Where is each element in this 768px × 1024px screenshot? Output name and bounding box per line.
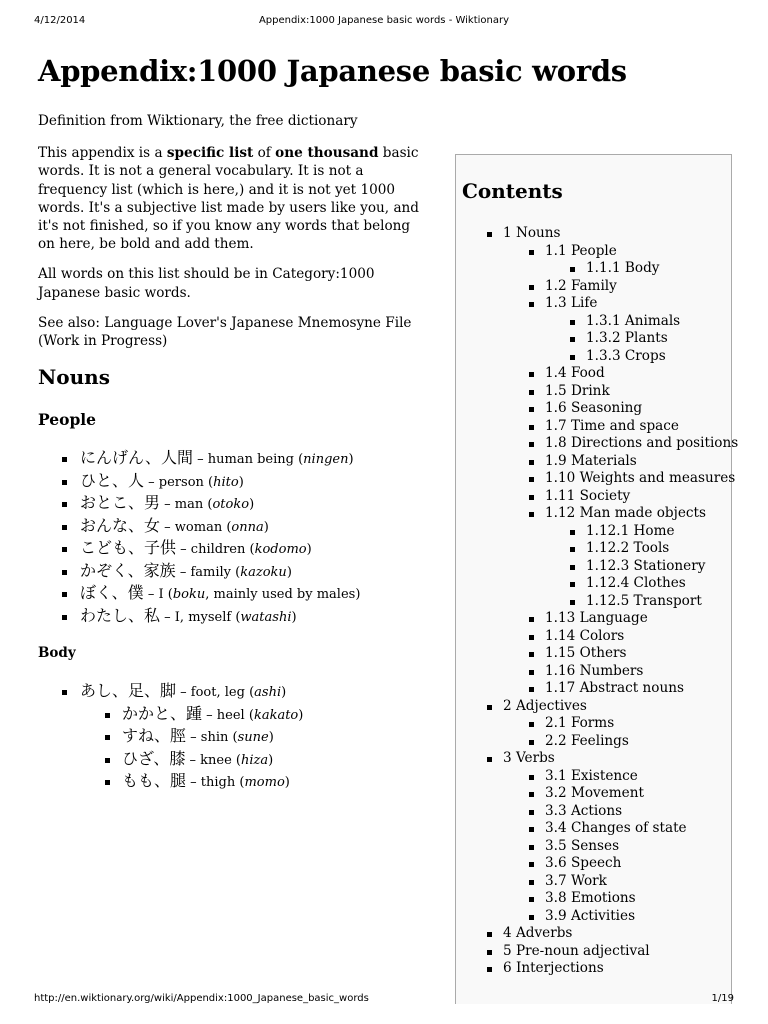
bullet-icon — [529, 775, 534, 780]
japanese-word-link[interactable]: わたし、私 — [80, 605, 161, 625]
toc-item[interactable] — [456, 505, 731, 523]
toc-link[interactable]: 1.17 Abstract nouns — [545, 680, 684, 696]
toc-link[interactable]: 3.4 Changes of state — [545, 820, 687, 836]
bullet-icon — [570, 600, 575, 605]
toc-link[interactable]: 1.12.2 Tools — [586, 540, 670, 556]
people-word-list — [38, 448, 430, 628]
romaji: hiza — [241, 752, 269, 768]
toc-item[interactable] — [456, 820, 731, 838]
toc-item[interactable] — [456, 750, 731, 768]
intro-text-3: basic words. It is not a general vocabulary. It is not a frequency list (which is here,) and it is not yet 1000 words. It's a subjective list made by users like you, and it's not finished, so if you know any words that belong on here, be bold and add them. — [38, 145, 420, 253]
japanese-word-link[interactable]: おんな、女 — [80, 515, 161, 535]
toc-link[interactable]: 5 Pre-noun adjectival — [503, 942, 650, 959]
toc-item[interactable] — [456, 575, 731, 593]
romaji: onna — [231, 519, 264, 535]
english-gloss: children — [190, 542, 246, 558]
toc-item[interactable] — [456, 593, 731, 611]
toc-item[interactable] — [456, 418, 731, 436]
bullet-icon — [529, 862, 534, 867]
toc-item[interactable] — [456, 715, 731, 733]
bullet-icon — [529, 687, 534, 692]
toc-link[interactable]: 1.4 Food — [545, 365, 605, 381]
entry-dash: – — [179, 564, 187, 580]
bullet-icon — [529, 670, 534, 675]
toc-link[interactable]: 1.1 People — [545, 242, 617, 259]
body-subword-list — [80, 704, 430, 794]
toc-link[interactable]: 1.12 Man made objects — [545, 505, 706, 521]
bullet-icon — [529, 845, 534, 850]
category-note: All words on this list should be in Category:1000 Japanese basic words. — [38, 266, 375, 301]
word-entry: ひと、人 – person (hito) — [38, 471, 430, 494]
entry-dash: – — [164, 519, 171, 535]
bullet-icon — [529, 250, 534, 255]
japanese-word-link[interactable]: にんげん、人間 — [80, 448, 193, 468]
toc-link[interactable]: 1.5 Drink — [545, 382, 610, 399]
table-of-contents — [455, 154, 739, 1004]
english-gloss: man — [174, 497, 204, 513]
entry-dash: – — [206, 707, 213, 723]
bullet-icon — [529, 722, 534, 727]
english-gloss: thigh — [200, 775, 236, 791]
toc-item[interactable] — [456, 733, 731, 751]
nouns-heading: Nouns — [38, 365, 110, 390]
toc-item[interactable] — [456, 680, 731, 698]
toc-item[interactable] — [456, 925, 731, 943]
entry-dash: – — [147, 587, 155, 603]
japanese-word-link[interactable]: もも、腿 — [122, 771, 187, 791]
toc-item[interactable] — [456, 488, 731, 506]
toc-link[interactable]: 1.12.5 Transport — [586, 592, 702, 609]
romaji: kodomo — [254, 542, 307, 558]
word-entry: おんな、女 – woman (onna) — [38, 516, 430, 539]
toc-item[interactable] — [456, 313, 731, 331]
bullet-icon — [529, 880, 534, 885]
toc-link[interactable]: 3.8 Emotions — [545, 890, 636, 906]
toc-link[interactable]: 3.2 Movement — [545, 785, 644, 801]
print-page-number: 1/19 — [711, 993, 734, 1004]
toc-link[interactable]: 3.5 Senses — [545, 837, 620, 854]
toc-item[interactable] — [456, 453, 731, 471]
bullet-icon — [529, 495, 534, 500]
bullet-icon — [529, 617, 534, 622]
toc-link[interactable]: 1.16 Numbers — [545, 662, 644, 679]
toc-item[interactable] — [456, 558, 731, 576]
toc-link[interactable]: 2 Adjectives — [503, 697, 587, 714]
japanese-word-link[interactable]: ひと、人 — [80, 470, 145, 490]
word-entry: ぼく、僕 – I (boku, mainly used by males) — [38, 583, 430, 606]
romaji: boku — [172, 587, 206, 603]
bullet-icon — [570, 565, 575, 570]
bullet-icon — [529, 897, 534, 902]
entry-dash: – — [164, 609, 171, 625]
japanese-word-link[interactable]: ぼく、僕 — [80, 583, 144, 603]
article-body — [38, 112, 430, 794]
bullet-icon — [529, 285, 534, 290]
toc-link[interactable]: 3 Verbs — [503, 750, 555, 766]
people-heading: People — [38, 410, 97, 430]
toc-item[interactable] — [456, 960, 731, 978]
body-heading: Body — [38, 645, 76, 662]
bullet-icon — [529, 302, 534, 307]
bullet-icon — [570, 547, 575, 552]
toc-link[interactable]: 1.3 Life — [545, 295, 598, 311]
toc-link[interactable]: 3.3 Actions — [545, 802, 623, 819]
usage-note: , mainly used by males — [205, 587, 356, 603]
intro-text-2: of — [253, 145, 276, 162]
bullet-icon — [529, 810, 534, 815]
toc-link[interactable]: 1.8 Directions and positions — [545, 435, 739, 451]
entry-dash: – — [180, 685, 187, 701]
bullet-icon — [529, 407, 534, 412]
bullet-icon — [570, 582, 575, 587]
toc-link[interactable]: 6 Interjections — [503, 960, 604, 976]
toc-link[interactable]: 1.6 Seasoning — [545, 400, 643, 416]
toc-link[interactable]: 1.3.2 Plants — [586, 330, 668, 346]
toc-link[interactable]: 4 Adverbs — [503, 925, 573, 941]
toc-link[interactable]: 1.15 Others — [545, 645, 627, 661]
romaji: kakato — [253, 707, 299, 723]
toc-link[interactable]: 2.2 Feelings — [545, 732, 629, 749]
bullet-icon — [570, 337, 575, 342]
toc-item[interactable] — [456, 523, 731, 541]
toc-item[interactable] — [456, 768, 731, 786]
english-gloss: person — [158, 474, 204, 490]
bullet-icon — [529, 915, 534, 920]
entry-dash: – — [197, 452, 204, 468]
toc-item[interactable] — [456, 855, 731, 873]
print-page-title: Appendix:1000 Japanese basic words - Wiktionary — [258, 15, 510, 26]
toc-item[interactable] — [456, 295, 731, 313]
toc-link[interactable]: 1.2 Family — [545, 277, 617, 294]
entry-dash: – — [148, 474, 155, 490]
english-gloss: I — [158, 587, 164, 603]
print-url: http://en.wiktionary.org/wiki/Appendix:1000_Japanese_basic_words — [34, 993, 369, 1004]
bullet-icon — [570, 267, 575, 272]
bullet-icon — [570, 530, 575, 535]
word-entry: おとこ、男 – man (otoko) — [38, 493, 430, 516]
toc-title: Contents — [462, 179, 563, 203]
japanese-word-link[interactable]: ひざ、膝 — [122, 748, 186, 768]
toc-link[interactable]: 1.14 Colors — [545, 627, 625, 644]
english-gloss: woman — [174, 519, 223, 535]
toc-item[interactable] — [456, 260, 731, 278]
japanese-word-link[interactable]: おとこ、男 — [80, 493, 161, 513]
english-gloss: heel — [216, 707, 245, 723]
toc-item[interactable] — [456, 890, 731, 908]
bullet-icon — [529, 425, 534, 430]
toc-list — [456, 225, 739, 978]
bullet-icon — [487, 705, 492, 710]
word-entry: かかと、踵 – heel (kakato) — [80, 704, 430, 727]
toc-link[interactable]: 1.12.3 Stationery — [586, 557, 706, 574]
bullet-icon — [529, 635, 534, 640]
japanese-word-link[interactable]: かぞく、家族 — [80, 560, 176, 580]
romaji: watashi — [240, 609, 292, 625]
bullet-icon — [529, 372, 534, 377]
word-entry: にんげん、人間 – human being (ningen) — [38, 448, 430, 471]
romaji: ashi — [254, 685, 282, 701]
toc-link[interactable]: 1.11 Society — [545, 487, 631, 504]
word-entry: もも、腿 – thigh (momo) — [80, 771, 430, 794]
word-entry: こども、子供 – children (kodomo) — [38, 538, 430, 561]
bullet-icon — [529, 652, 534, 657]
bullet-icon — [529, 827, 534, 832]
see-also: See also: Language Lover's Japanese Mnemosyne File (Work in Progress) — [38, 314, 412, 350]
toc-link[interactable]: 3.9 Activities — [545, 907, 636, 924]
toc-link[interactable]: 1.9 Materials — [545, 452, 637, 469]
toc-item[interactable] — [456, 803, 731, 821]
entry-dash: – — [180, 542, 187, 558]
bullet-icon — [487, 232, 492, 237]
romaji: ningen — [303, 452, 349, 468]
toc-link[interactable]: 1.13 Language — [545, 610, 648, 626]
bullet-icon — [529, 792, 534, 797]
toc-item[interactable] — [456, 470, 736, 488]
toc-item[interactable] — [456, 908, 731, 926]
bullet-icon — [529, 477, 534, 482]
bullet-icon — [529, 442, 534, 447]
toc-link[interactable]: 2.1 Forms — [545, 715, 615, 731]
entry-dash: – — [190, 730, 197, 746]
toc-item[interactable] — [456, 873, 731, 891]
toc-item[interactable] — [456, 838, 731, 856]
toc-item[interactable] — [456, 365, 731, 383]
bullet-icon — [529, 390, 534, 395]
bullet-icon — [570, 320, 575, 325]
toc-item[interactable] — [456, 540, 731, 558]
specific-list-link[interactable]: specific list — [166, 145, 254, 162]
bullet-icon — [487, 950, 492, 955]
english-gloss: foot, leg — [190, 685, 245, 701]
one-thousand-link[interactable]: one thousand — [275, 145, 379, 162]
bullet-icon — [487, 967, 492, 972]
toc-link[interactable]: 1.12.1 Home — [586, 522, 675, 539]
toc-link[interactable]: 1.7 Time and space — [545, 417, 679, 434]
toc-item[interactable] — [456, 698, 731, 716]
japanese-word-link[interactable]: かかと、踵 — [122, 703, 203, 723]
bullet-icon — [487, 932, 492, 937]
toc-link[interactable]: 3.1 Existence — [545, 767, 638, 784]
english-gloss: shin — [200, 730, 229, 746]
romaji: otoko — [212, 497, 250, 513]
bullet-icon — [529, 740, 534, 745]
toc-link[interactable]: 1.3.3 Crops — [586, 347, 666, 364]
toc-item[interactable] — [456, 383, 731, 401]
toc-item[interactable] — [456, 330, 731, 348]
romaji: sune — [237, 730, 269, 746]
body-word-list — [38, 681, 430, 794]
japanese-word-link[interactable]: すね、脛 — [122, 726, 187, 746]
toc-link[interactable]: 1.10 Weights and measures — [545, 470, 736, 486]
toc-item[interactable] — [456, 278, 731, 296]
toc-item[interactable] — [456, 243, 731, 261]
toc-item[interactable] — [456, 785, 731, 803]
toc-link[interactable]: 1.12.4 Clothes — [586, 575, 686, 591]
bullet-icon — [570, 355, 575, 360]
entry-dash: – — [190, 775, 197, 791]
subtitle: Definition from Wiktionary, the free dictionary — [38, 113, 358, 129]
english-gloss: knee — [200, 752, 232, 768]
bullet-icon — [487, 757, 492, 762]
japanese-word-link[interactable]: あし、足、脚 — [80, 681, 177, 701]
toc-item[interactable] — [456, 348, 731, 366]
japanese-word-link[interactable]: こども、子供 — [80, 538, 177, 558]
toc-item[interactable] — [456, 645, 731, 663]
word-entry: わたし、私 – I, myself (watashi) — [38, 606, 430, 629]
print-date: 4/12/2014 — [34, 15, 86, 26]
english-gloss: human being — [207, 452, 294, 468]
word-entry: ひざ、膝 – knee (hiza) — [80, 749, 430, 772]
intro-paragraph — [38, 144, 430, 253]
entry-dash: – — [189, 752, 197, 768]
word-entry: すね、脛 – shin (sune) — [80, 726, 430, 749]
romaji: momo — [244, 775, 285, 791]
toc-link[interactable]: 1 Nouns — [503, 225, 561, 241]
toc-item[interactable] — [456, 400, 731, 418]
word-entry: かぞく、家族 – family (kazoku) — [38, 561, 430, 584]
toc-item[interactable] — [456, 610, 731, 628]
toc-link[interactable]: 1.1.1 Body — [586, 260, 660, 276]
toc-link[interactable]: 3.7 Work — [545, 872, 607, 889]
bullet-icon — [529, 512, 534, 517]
english-gloss: family — [190, 564, 232, 580]
word-entry: あし、足、脚 – foot, leg (ashi) かかと、踵 – heel (kakato) すね、脛 – shin (sune) ひざ、膝 – knee (hiza) もも、腿 – thigh (momo) — [38, 681, 430, 794]
toc-item[interactable] — [456, 225, 731, 243]
bullet-icon — [529, 460, 534, 465]
toc-link[interactable]: 3.6 Speech — [545, 855, 622, 871]
intro-text-1: This appendix is a — [38, 145, 167, 162]
english-gloss: I, myself — [174, 609, 232, 625]
page-title: Appendix:1000 Japanese basic words — [38, 54, 627, 88]
toc-link[interactable]: 1.3.1 Animals — [586, 312, 681, 329]
entry-dash: – — [164, 497, 171, 513]
toc-item[interactable] — [456, 628, 731, 646]
toc-item[interactable] — [456, 435, 739, 453]
toc-item[interactable] — [456, 663, 731, 681]
romaji: kazoku — [240, 564, 287, 580]
toc-item[interactable] — [456, 943, 731, 961]
romaji: hito — [213, 474, 239, 490]
